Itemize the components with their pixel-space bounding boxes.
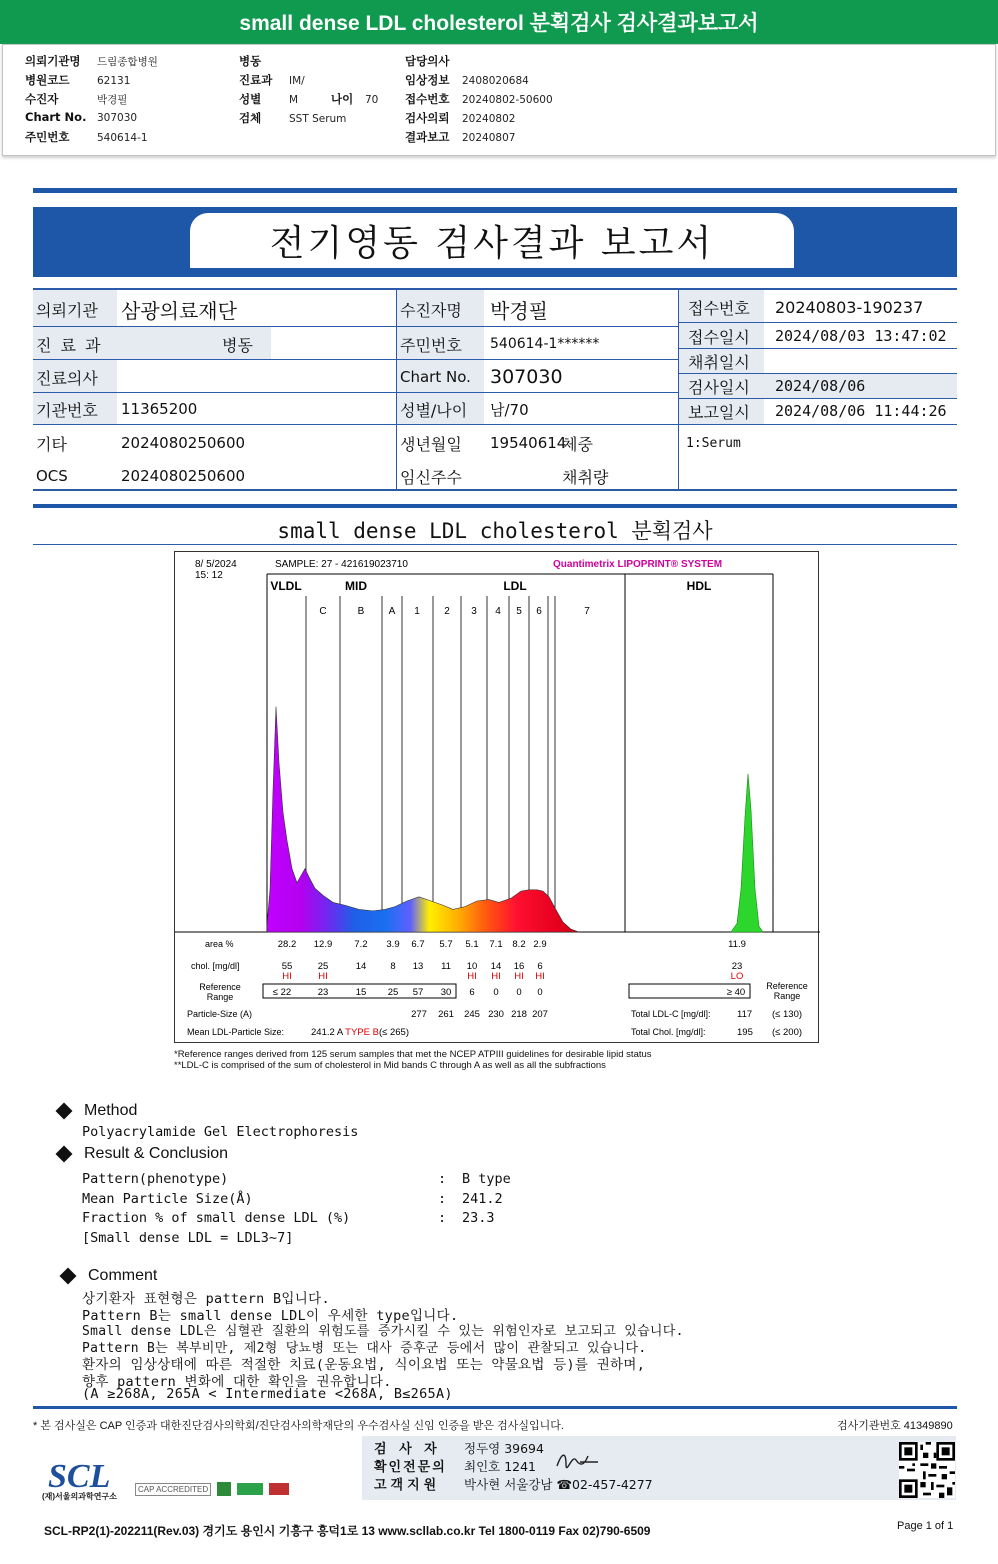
chol-value: 13 — [412, 961, 424, 972]
diamond-icon — [56, 1103, 73, 1120]
chol-flag: HI — [514, 971, 524, 982]
qr-code-icon — [899, 1442, 955, 1498]
band-label: 5 — [516, 606, 522, 617]
ref-right-label: Reference — [766, 981, 808, 991]
chol-flag: HI — [318, 971, 328, 982]
chart-svg — [175, 552, 820, 1044]
diamond-icon — [60, 1268, 77, 1285]
area-value: 5.7 — [439, 939, 453, 950]
report-title: 전기영동 검사결과 보고서 — [190, 213, 794, 268]
weight-label: 체중 — [562, 434, 593, 454]
header-label: 결과보고 — [405, 130, 450, 144]
result-title: Result & Conclusion — [84, 1145, 229, 1162]
divider — [33, 188, 957, 193]
hdl-chol-flag: LO — [730, 971, 744, 982]
chol-value: 8 — [390, 961, 396, 972]
area-value: 12.9 — [313, 939, 333, 950]
preg-label: 임신주수 — [400, 467, 462, 487]
nha-badge-icon — [269, 1483, 289, 1495]
group-label: MID — [345, 579, 367, 593]
divider — [33, 544, 957, 545]
comment-line: (A ≥268A, 265A < Intermediate <268A, B≤265A) — [82, 1386, 453, 1402]
comment-title: Comment — [88, 1267, 158, 1284]
particle-label: Particle-Size (A) — [187, 1009, 253, 1019]
header-value: 20240802 — [462, 113, 516, 125]
divider — [678, 322, 957, 323]
area-label: area % — [205, 939, 234, 949]
total-ldl-ref: (≤ 130) — [772, 1009, 803, 1020]
divider — [33, 424, 957, 425]
ldl-profile-area — [267, 707, 579, 932]
result-value: B type — [462, 1171, 511, 1187]
banner-title: small dense LDL cholesterol 분획검사 검사결과보고서 — [0, 0, 998, 44]
chol-value: 10 — [466, 961, 478, 972]
scl-logo: SCL — [48, 1458, 111, 1495]
band-label: C — [319, 606, 327, 617]
ref-value: 25 — [387, 987, 399, 998]
lab-notice: * 본 검사실은 CAP 인증과 대한진단검사의학회/진단검사의학재단의 우수검사실 신임 인증을 받은 검사실입니다. — [33, 1420, 564, 1432]
signer-label: 고객지원 — [374, 1478, 441, 1493]
result-sep: : — [438, 1210, 447, 1226]
doctor-label: 진료의사 — [36, 368, 98, 388]
area-value: 7.1 — [489, 939, 503, 950]
chart-label: Chart No. — [400, 368, 471, 386]
header-value: 62131 — [97, 75, 131, 87]
footnote-1: *Reference ranges derived from 125 serum samples that met the NCEP ATPIII guidelines for desirable lipid status — [174, 1049, 652, 1060]
recv-date-label: 접수일시 — [688, 327, 750, 347]
chart-date: 8/ 5/2024 — [195, 559, 237, 570]
divider — [33, 392, 678, 393]
band-label: 7 — [584, 606, 590, 617]
footnote-2: **LDL-C is comprised of the sum of cholesterol in Mid bands C through A as well as all the subfractions — [174, 1060, 606, 1071]
birth-label: 생년월일 — [400, 434, 462, 454]
result-value: 241.2 — [462, 1191, 503, 1207]
header-value: 2408020684 — [462, 75, 529, 87]
chol-value: 55 — [281, 961, 293, 972]
group-label: LDL — [503, 579, 527, 593]
dept-label: 진 료 과 — [36, 335, 103, 355]
band-label: 4 — [495, 606, 501, 617]
sexage-label: 성별/나이 — [400, 400, 468, 420]
ref-value: 15 — [355, 987, 367, 998]
method-title: Method — [84, 1102, 138, 1119]
specimen-value: 1:Serum — [686, 435, 741, 451]
chart-time: 15: 12 — [195, 570, 223, 581]
header-label: 접수번호 — [405, 92, 450, 106]
chol-value: 6 — [537, 961, 543, 972]
total-chol-ref: (≤ 200) — [772, 1027, 803, 1038]
chol-flag: HI — [491, 971, 501, 982]
chol-value: 25 — [317, 961, 329, 972]
diamond-icon — [56, 1146, 73, 1163]
band-label: 1 — [414, 606, 420, 617]
recv-no-value: 20240803-190237 — [775, 297, 924, 317]
result-sep: : — [438, 1191, 447, 1207]
comment-line: Small dense LDL은 심혈관 질환의 위험도를 증가시킬 수 있는 위험인자로 보고되고 있습니다. — [82, 1324, 684, 1339]
header-label: 진료과 — [239, 73, 273, 87]
lab-number: 검사기관번호 41349890 — [837, 1420, 953, 1432]
birth-value: 19540614 — [490, 434, 567, 452]
code-value: 11365200 — [121, 400, 198, 418]
header-value: SST Serum — [289, 113, 347, 125]
report-label: 보고일시 — [688, 402, 750, 422]
chol-flag: HI — [535, 971, 545, 982]
band-label: B — [357, 606, 365, 617]
header-value: 540614-1 — [97, 132, 148, 144]
ref-right-label: Range — [773, 991, 801, 1001]
ref-value: 30 — [440, 987, 452, 998]
result-value: 23.3 — [462, 1210, 495, 1226]
method-heading — [58, 1102, 137, 1120]
header-panel — [2, 44, 996, 156]
chart-sample: SAMPLE: 27 - 421619023710 — [275, 559, 408, 570]
band-label: 6 — [536, 606, 542, 617]
signer-row — [374, 1474, 653, 1493]
particle-value: 277 — [411, 1009, 427, 1020]
ref-value: 6 — [469, 987, 475, 998]
report-value: 2024/08/06 11:44:26 — [775, 402, 947, 420]
area-value: 3.9 — [386, 939, 400, 950]
sexage-value: 남/70 — [490, 400, 529, 419]
signature-box — [362, 1436, 956, 1500]
ref-label: Range — [206, 992, 234, 1002]
result-note: [Small dense LDL = LDL3~7] — [82, 1230, 294, 1246]
divider — [33, 489, 957, 491]
area-value: 2.9 — [533, 939, 547, 950]
inst-label: 의뢰기관 — [36, 300, 98, 320]
chol-label: chol. [mg/dl] — [191, 961, 240, 971]
ref-value: 23 — [317, 987, 329, 998]
result-heading — [58, 1145, 228, 1163]
area-value: 8.2 — [512, 939, 526, 950]
patient-value: 박경필 — [490, 298, 548, 323]
group-label: VLDL — [270, 579, 302, 593]
header-col3 — [405, 53, 553, 148]
mean-value: 241.2 A TYPE B(≤ 265) — [311, 1027, 409, 1038]
comment-line: 향후 pattern 변화에 대한 확인을 권유합니다. — [82, 1374, 392, 1390]
chol-value: 11 — [441, 961, 451, 972]
area-value: 5.1 — [465, 939, 479, 950]
area-value: 7.2 — [354, 939, 368, 950]
ref-value: 0 — [516, 987, 522, 998]
header-label: 의뢰기관명 — [25, 54, 81, 68]
signer-label: 검 사 자 — [374, 1442, 441, 1457]
total-ldl-label: Total LDL-C [mg/dl]: — [631, 1009, 711, 1019]
total-ldl-value: 117 — [737, 1009, 753, 1020]
age-label: 나이 — [331, 92, 354, 106]
dept-value: 병동 — [222, 335, 253, 355]
header-label: Chart No. — [25, 110, 87, 124]
ref-value: 0 — [493, 987, 499, 998]
ref-value: 57 — [412, 987, 424, 998]
signer-value: 정두영 39694 — [464, 1441, 544, 1456]
recv-no-label: 접수번호 — [688, 298, 750, 318]
header-label: 수진자 — [25, 92, 59, 106]
kas-badge-icon — [237, 1483, 263, 1495]
particle-value: 207 — [532, 1009, 548, 1020]
signer-row — [374, 1456, 536, 1475]
age-value: 70 — [365, 94, 379, 106]
lipoprint-chart — [174, 551, 819, 1043]
etc-value: 2024080250600 — [121, 434, 246, 452]
chart-value: 307030 — [490, 366, 563, 388]
chol-flag: HI — [467, 971, 477, 982]
signer-value: 최인호 1241 — [464, 1459, 537, 1474]
mean-ref: (≤ 265) — [378, 1027, 409, 1038]
chol-value: 16 — [513, 961, 525, 972]
header-value: 박경필 — [97, 94, 128, 106]
comment-line: 상기환자 표현형은 pattern B입니다. — [82, 1291, 330, 1307]
hdl-area-value: 11.9 — [728, 939, 746, 950]
comment-line: Pattern B는 복부비만, 제2형 당뇨병 또는 대사 증후군 등에서 많이 관찰되고 있습니다. — [82, 1341, 647, 1356]
comment-line: Pattern B는 small dense LDL이 우세한 type입니다. — [82, 1308, 459, 1324]
header-label: 담당의사 — [405, 54, 450, 68]
header-label: 병원코드 — [25, 73, 70, 87]
mean-label: Mean LDL-Particle Size: — [187, 1027, 285, 1037]
test-label: 검사일시 — [688, 377, 750, 397]
header-label: 임상정보 — [405, 73, 450, 87]
ocs-label: OCS — [36, 467, 68, 485]
mean-type: TYPE B — [345, 1027, 379, 1038]
divider — [33, 1406, 957, 1409]
etc-label: 기타 — [36, 434, 67, 454]
comment-line: 환자의 임상상태에 따른 적절한 치료(운동요법, 식이요법 또는 약물요법 등)를 권하며, — [82, 1357, 646, 1373]
divider — [396, 290, 397, 490]
test-value: 2024/08/06 — [775, 377, 866, 395]
band-label: A — [388, 606, 396, 617]
chart-system: Quantimetrix LIPOPRINT® SYSTEM — [553, 559, 723, 570]
method-text: Polyacrylamide Gel Electrophoresis — [82, 1124, 359, 1140]
ref-value: ≤ 22 — [272, 987, 292, 998]
area-value: 28.2 — [277, 939, 297, 950]
footer-address: SCL-RP2(1)-202211(Rev.03) 경기도 용인시 기흥구 흥덕1로 13 www.scllab.co.kr Tel 1800-0119 Fax 02)790-6509 — [44, 1524, 651, 1538]
divider — [678, 290, 679, 490]
signer-value: 박사현 서울강남 ☎02-457-4277 — [464, 1477, 653, 1492]
patient-label: 수진자명 — [400, 300, 462, 320]
vol-label: 채취량 — [562, 467, 609, 487]
signer-row — [374, 1438, 544, 1457]
header-col2 — [239, 53, 378, 129]
particle-value: 245 — [464, 1009, 480, 1020]
section-title: small dense LDL cholesterol 분획검사 — [277, 519, 713, 543]
chol-value: 14 — [490, 961, 502, 972]
header-value: 20240807 — [462, 132, 516, 144]
ref-value: 0 — [537, 987, 543, 998]
divider — [33, 359, 678, 360]
cap-badge-icon: CAP ACCREDITED — [135, 1483, 211, 1496]
total-chol-value: 195 — [737, 1027, 753, 1038]
ref-label: Reference — [199, 982, 241, 992]
recv-date-value: 2024/08/03 13:47:02 — [775, 327, 947, 345]
header-label: 성별 — [239, 92, 262, 106]
band-label: 2 — [444, 606, 450, 617]
hdl-profile-area — [731, 774, 763, 932]
chol-flag: HI — [282, 971, 292, 982]
header-value: 드림종합병원 — [97, 56, 158, 68]
result-label: Fraction % of small dense LDL (%) — [82, 1210, 351, 1226]
page-number: Page 1 of 1 — [897, 1520, 954, 1532]
band-label: 3 — [471, 606, 477, 617]
accreditation-badges — [135, 1482, 289, 1496]
header-col1 — [25, 53, 158, 148]
kola-badge-icon — [217, 1482, 231, 1496]
chol-value: 14 — [355, 961, 367, 972]
header-value: 20240802-50600 — [462, 94, 553, 106]
header-value: M — [289, 94, 299, 106]
rrn-value: 540614-1****** — [490, 336, 600, 352]
result-label: Pattern(phenotype) — [82, 1171, 229, 1187]
header-value: IM/ — [289, 75, 305, 87]
hdl-ref-value: ≥ 40 — [726, 987, 746, 998]
particle-value: 261 — [438, 1009, 454, 1020]
comment-heading — [62, 1267, 157, 1285]
header-value: 307030 — [97, 112, 138, 124]
scl-logo-sub: (재)서울의과학연구소 — [42, 1492, 117, 1501]
signature-icon — [554, 1450, 600, 1472]
header-label: 병동 — [239, 54, 262, 68]
header-label: 검사의뢰 — [405, 111, 450, 125]
signer-label: 확인전문의 — [374, 1460, 447, 1475]
header-label: 주민번호 — [25, 130, 70, 144]
divider — [33, 288, 957, 290]
header-label: 검체 — [239, 111, 262, 125]
collect-label: 채취일시 — [688, 352, 750, 372]
rrn-label: 주민번호 — [400, 335, 462, 355]
divider — [33, 326, 678, 327]
hdl-chol-value: 23 — [731, 961, 743, 972]
group-label: HDL — [686, 579, 712, 593]
particle-value: 230 — [488, 1009, 504, 1020]
code-label: 기관번호 — [36, 400, 98, 420]
divider — [33, 504, 957, 508]
ocs-value: 2024080250600 — [121, 467, 246, 485]
particle-value: 218 — [511, 1009, 527, 1020]
result-label: Mean Particle Size(Å) — [82, 1191, 253, 1207]
inst-value: 삼광의료재단 — [121, 298, 237, 323]
total-chol-label: Total Chol. [mg/dl]: — [631, 1027, 706, 1037]
result-sep: : — [438, 1171, 447, 1187]
area-value: 6.7 — [411, 939, 425, 950]
